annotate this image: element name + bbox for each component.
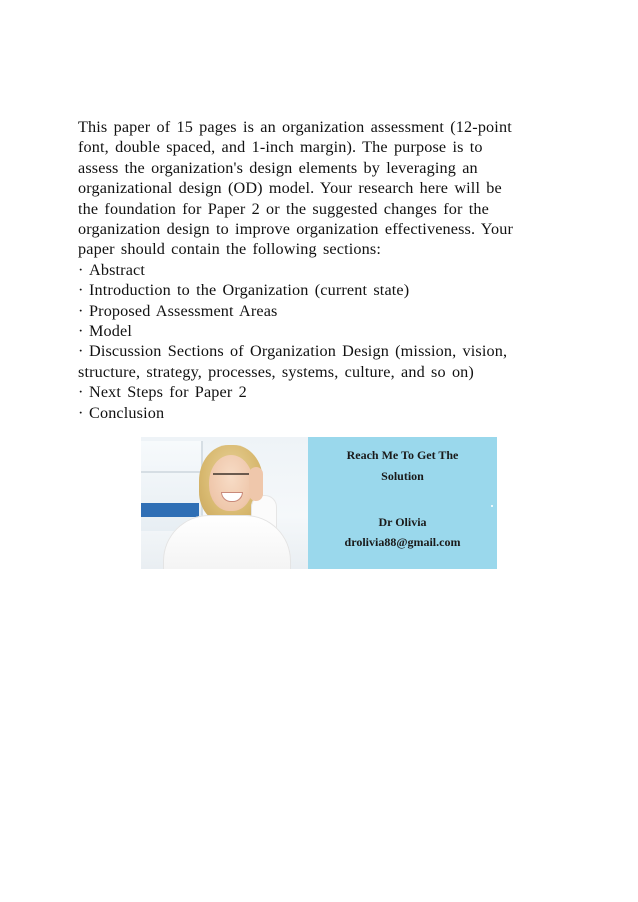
bullet-marker: ·: [78, 342, 84, 361]
bullet-marker: ·: [78, 281, 84, 300]
section-item-assessment-areas: [78, 301, 568, 321]
promo-headline: Reach Me To Get The: [346, 448, 459, 462]
section-label: Proposed Assessment Areas: [89, 301, 278, 320]
section-item-model: [78, 321, 568, 341]
assignment-text: [78, 117, 568, 423]
section-item-discussion: [78, 341, 568, 361]
section-item-next-steps: [78, 382, 568, 402]
section-label: Discussion Sections of Organization Design (mission, vision,: [89, 342, 508, 361]
contact-panel: [308, 437, 497, 569]
paragraph-line: assess the organization's design elements by leveraging an: [78, 158, 478, 177]
paragraph-line: organization design to improve organization effectiveness. Your: [78, 220, 514, 239]
paragraph-line: font, double spaced, and 1-inch margin). The purpose is to: [78, 138, 483, 157]
paragraph-line: paper should contain the following sections:: [78, 240, 381, 259]
bullet-marker: ·: [78, 301, 84, 320]
section-label-continued: structure, strategy, processes, systems, culture, and so on): [78, 362, 474, 381]
section-label: Abstract: [89, 260, 146, 279]
paragraph-line: the foundation for Paper 2 or the suggested changes for the: [78, 199, 489, 218]
paragraph-line: organizational design (OD) model. Your research here will be: [78, 179, 502, 198]
glasses-icon: [213, 473, 249, 483]
bullet-marker: ·: [78, 383, 84, 402]
section-label: Conclusion: [89, 403, 165, 422]
photo-face: [209, 455, 253, 511]
panel-speck: [491, 505, 493, 507]
bullet-marker: ·: [78, 322, 84, 341]
bullet-marker: ·: [78, 260, 84, 279]
contact-name: Dr Olivia: [378, 515, 427, 529]
photo-blue-strip: [141, 503, 199, 517]
promo-banner: [141, 437, 497, 569]
section-item-introduction: [78, 280, 568, 300]
bullet-marker: ·: [78, 403, 84, 422]
woman-photo: [141, 437, 308, 569]
photo-shirt: [163, 515, 291, 569]
contact-email: drolivia88@gmail.com: [344, 535, 461, 549]
photo-hand: [249, 467, 263, 501]
section-label: Introduction to the Organization (current state): [89, 281, 410, 300]
section-label: Model: [89, 322, 133, 341]
paragraph-line: This paper of 15 pages is an organization assessment (12-point: [78, 118, 512, 136]
section-label: Next Steps for Paper 2: [89, 383, 247, 402]
section-item-conclusion: [78, 403, 568, 423]
section-list: [78, 260, 568, 423]
intro-paragraph: [78, 117, 568, 260]
section-item-discussion-continued: [78, 362, 568, 382]
promo-headline-continued: Solution: [381, 469, 424, 483]
section-item-abstract: [78, 260, 568, 280]
